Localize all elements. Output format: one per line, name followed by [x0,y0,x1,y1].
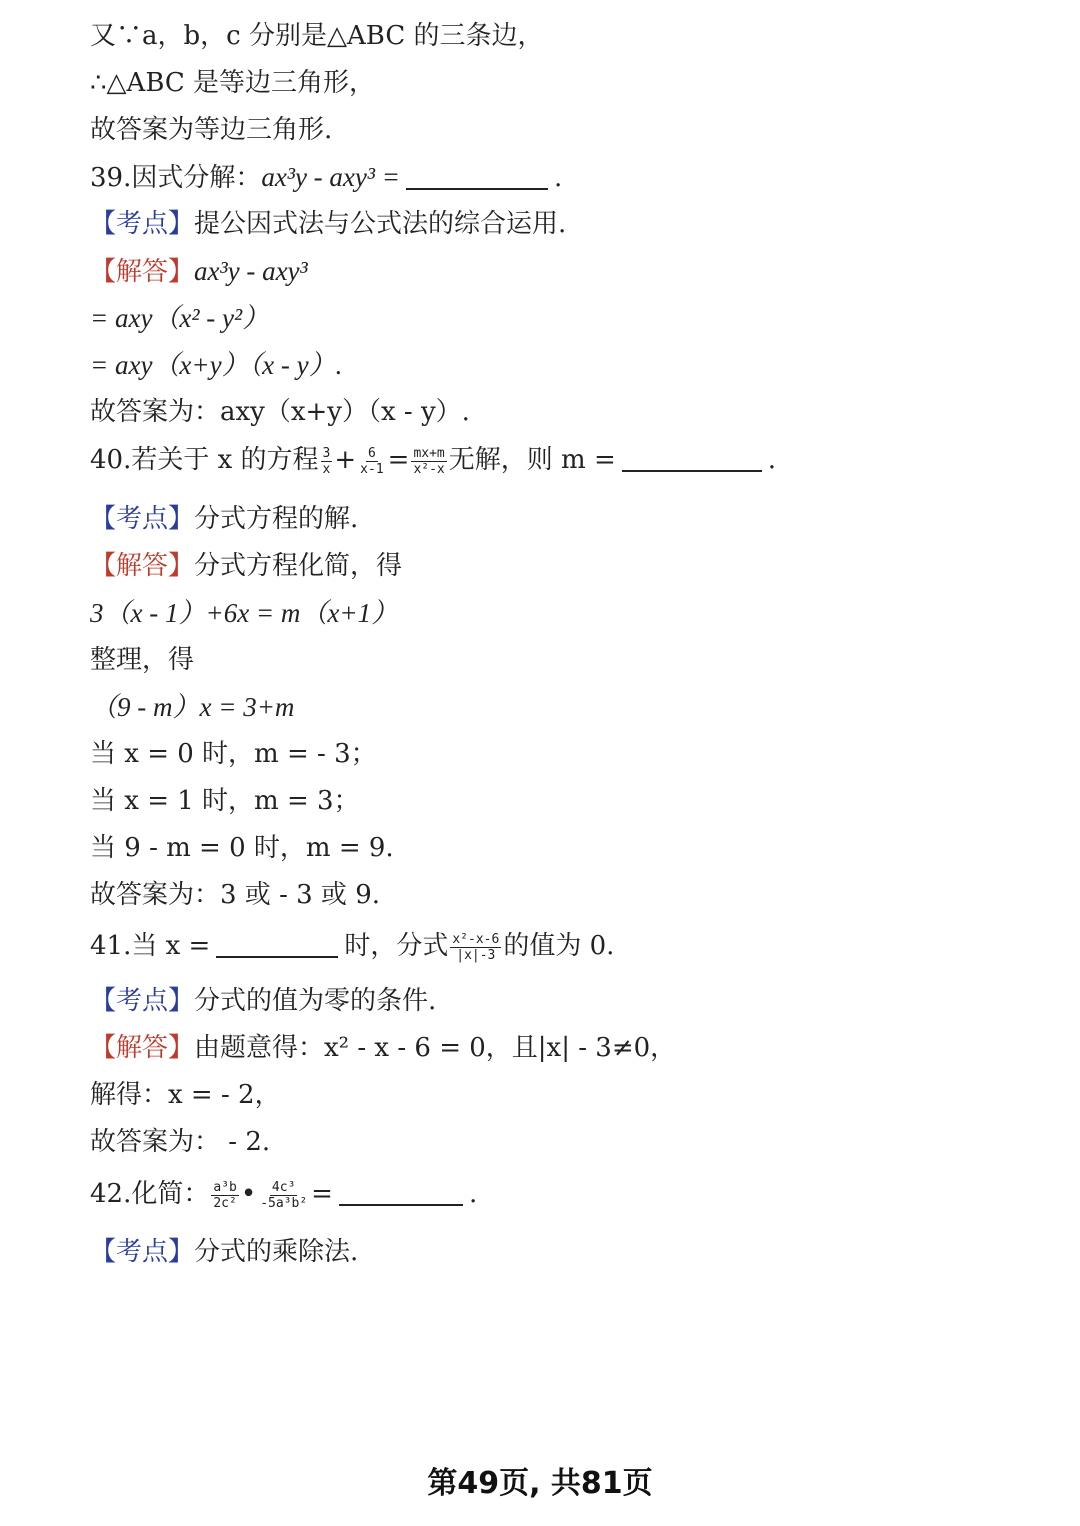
fraction [411,446,446,477]
jieda-tag: 【解答】 [90,257,195,287]
denominator: x²-x [413,461,445,477]
denominator: |x|-3 [456,947,496,963]
numerator: 6 [368,445,376,461]
question-text: 时，分式 [344,931,449,961]
numerator: mx+m [413,445,445,461]
kaodian-line [90,204,566,244]
denominator: x-1 [360,461,384,477]
denominator: -5a³b² [260,1195,308,1211]
answer-line: 故答案为：axy（x+y）（x - y）. [90,397,470,427]
text-line: ∴△ABC 是等边三角形， [90,68,376,98]
question-text: 的值为 0. [503,931,615,961]
solution-step: 解得：x = - 2， [90,1080,281,1110]
kaodian-text: 提公因式法与公式法的综合运用. [194,209,567,239]
jieda-line [90,546,402,586]
question-40 [90,440,776,480]
jieda-line [90,251,308,291]
solution-step: 当 x = 1 时，m = 3； [90,786,360,816]
answer-blank [622,470,762,472]
fraction [258,1180,309,1211]
numerator: 3 [322,445,331,461]
question-39 [90,157,562,197]
solution-step: （9 - m）x = 3+m [90,692,295,722]
denominator: 2c² [213,1195,237,1211]
math-expression: ax³y - axy³ = [261,162,400,192]
kaodian-tag: 【考点】 [90,209,195,239]
jieda-text: 由题意得：x² - x - 6 = 0，且|x| - 3≠0， [194,1033,677,1063]
numerator: x²-x-6 [452,931,500,947]
kaodian-line [90,1232,358,1272]
numerator: a³b [213,1179,237,1195]
fraction [358,446,385,477]
text-line: 又∵a，b，c 分别是△ABC 的三条边， [90,21,544,51]
answer-blank [216,956,338,958]
question-42 [90,1174,477,1214]
text-line: 故答案为等边三角形. [90,115,333,145]
jieda-text: 分式方程化简，得 [194,551,403,581]
math-expression: ax³y - axy³ [194,256,308,286]
answer-blank [339,1204,463,1206]
punctuation: . [767,445,777,475]
question-label: 39.因式分解： [90,163,262,193]
solution-step: 当 9 - m = 0 时，m = 9. [90,833,394,863]
jieda-tag: 【解答】 [90,551,195,581]
solution-step: = axy（x² - y²） [90,303,270,333]
punctuation: . [553,163,563,193]
operator: + [334,445,357,475]
fraction [450,932,501,963]
kaodian-tag: 【考点】 [90,1237,195,1267]
question-label: 42.化简： [90,1179,210,1209]
punctuation: . [468,1179,478,1209]
kaodian-tag: 【考点】 [90,504,195,534]
question-label: 40.若关于 x 的方程 [90,445,319,475]
operator: = [387,445,410,475]
fraction [321,446,333,477]
kaodian-line [90,981,436,1021]
kaodian-text: 分式的乘除法. [194,1237,359,1267]
kaodian-text: 分式方程的解. [194,504,359,534]
denominator: x [322,461,331,477]
kaodian-text: 分式的值为零的条件. [194,986,437,1016]
jieda-line [90,1028,676,1068]
kaodian-line [90,499,358,539]
question-text: 无解，则 m = [448,445,616,475]
operator: = [311,1179,333,1209]
solution-step: = axy（x+y）（x - y）. [90,350,343,380]
answer-line: 故答案为：3 或 - 3 或 9. [90,880,380,910]
jieda-tag: 【解答】 [90,1033,195,1063]
fraction [211,1180,238,1211]
question-41 [90,926,614,966]
answer-blank [406,188,548,190]
solution-step: 整理，得 [90,645,195,675]
solution-step: 3（x - 1）+6x = m（x+1） [90,598,399,628]
page-number: 第49页, 共81页 [427,1466,653,1501]
operator: • [240,1179,257,1209]
kaodian-tag: 【考点】 [90,986,195,1016]
solution-step: 当 x = 0 时，m = - 3； [90,739,377,769]
numerator: 4c³ [271,1179,296,1195]
answer-line: 故答案为： - 2. [90,1127,271,1157]
question-label: 41.当 x = [90,931,211,961]
